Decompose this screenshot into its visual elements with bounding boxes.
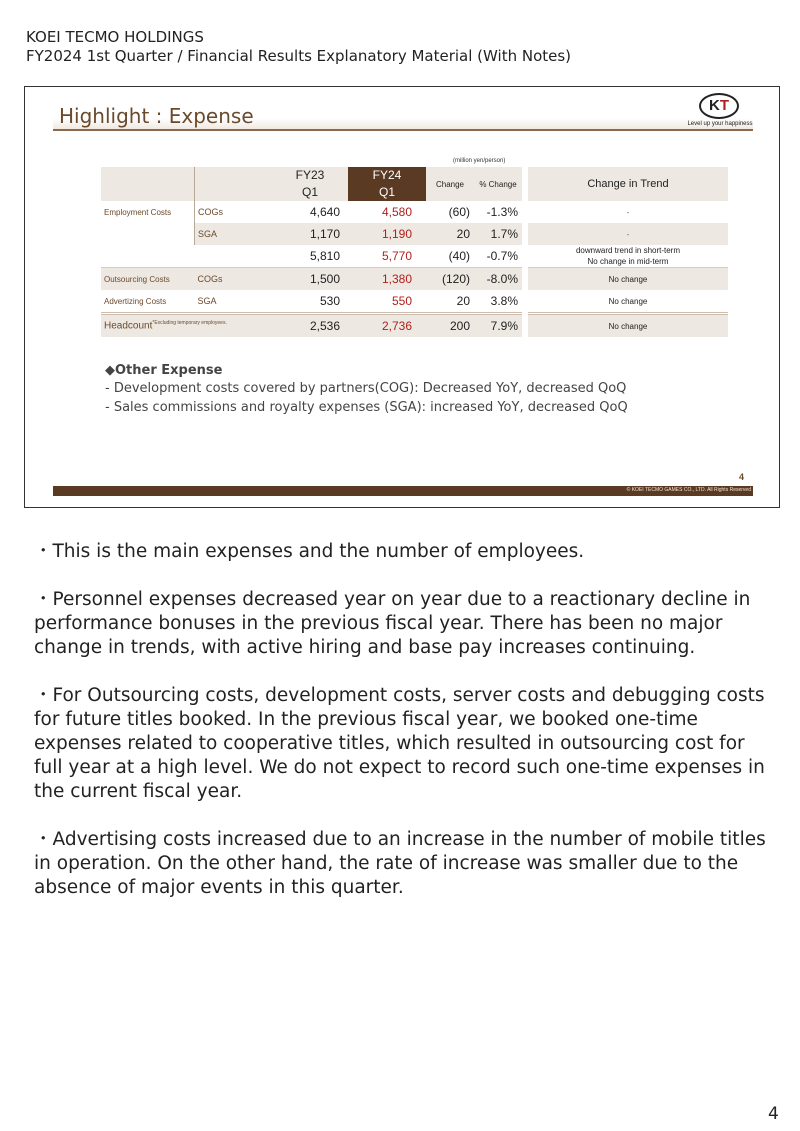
document-header — [26, 28, 571, 66]
row-fy24-value: 1,190 — [348, 223, 426, 245]
header-fy23-line1: FY23 — [295, 168, 325, 182]
table-row — [101, 290, 728, 314]
row-subcategory: SGA — [197, 296, 217, 306]
row-trend: - — [525, 201, 728, 223]
copyright-text: © KOEI TECMO GAMES CO., LTD. All Rights Reserved — [626, 487, 751, 493]
row-subcategory — [195, 245, 273, 268]
logo-mark — [699, 93, 739, 119]
row-change: 20 — [426, 223, 474, 245]
row-category — [101, 223, 195, 245]
expense-table — [101, 167, 728, 337]
row-trend: - — [525, 223, 728, 245]
other-expense-line: - Development costs covered by partners(COG): Decreased YoY, decreased QoQ — [105, 381, 627, 396]
table-row — [101, 223, 728, 245]
note-paragraph: ・For Outsourcing costs, development costs, server costs and debugging costs for future titles booked. In the previous fiscal year, we booked one-time expenses related to cooperative titles, which resulted in outsourcing cost for full year at a high level. We do not expect to record such one-time expenses in the current fiscal year. — [34, 685, 765, 802]
row-fy24-value: 5,770 — [381, 249, 412, 263]
row-fy23-value: 5,810 — [309, 249, 340, 263]
note-paragraph: ・Advertising costs increased due to an increase in the number of mobile titles in operation. On the other hand, the rate of increase was smaller due to the absence of major events in this quarter. — [34, 829, 766, 898]
header-blank-cell — [101, 167, 195, 201]
footer-bar — [53, 486, 753, 496]
row-pct-change: 1.7% — [474, 223, 525, 245]
table-row — [101, 268, 728, 291]
row-pct-change: 3.8% — [490, 294, 518, 308]
header-trend: Change in Trend — [525, 167, 728, 201]
headcount-change: 200 — [426, 314, 474, 338]
headcount-label: Headcount — [104, 320, 153, 332]
row-pct-change: -0.7% — [486, 249, 518, 263]
headcount-pct-change: 7.9% — [474, 314, 525, 338]
title-rule — [53, 129, 753, 131]
headcount-trend: No change — [525, 314, 728, 338]
row-trend-line2: No change in mid-term — [587, 257, 669, 266]
other-expense-title: ◆Other Expense — [105, 363, 223, 378]
logo-letter-t: T — [719, 97, 729, 114]
speaker-notes — [34, 540, 774, 924]
company-logo — [683, 93, 757, 131]
row-change: (60) — [448, 205, 470, 219]
header-fy23-line2: Q1 — [301, 185, 318, 199]
header-pct-change: % Change — [474, 167, 525, 201]
row-subcategory: COGs — [195, 201, 273, 223]
page-number: 4 — [768, 1104, 779, 1124]
other-expense-section — [105, 363, 628, 417]
table-row — [101, 201, 728, 223]
row-fy23-value: 4,640 — [309, 205, 340, 219]
header-fy24 — [348, 167, 426, 201]
headcount-fy24: 2,736 — [348, 314, 426, 338]
row-pct-change: -8.0% — [474, 268, 525, 291]
headcount-fy23: 2,536 — [272, 314, 348, 338]
company-name: KOEI TECMO HOLDINGS — [26, 28, 204, 46]
row-trend: No change — [525, 290, 728, 314]
note-paragraph: ・This is the main expenses and the number of employees. — [34, 541, 585, 562]
logo-tagline: Level up your happiness — [687, 121, 753, 127]
row-change: (40) — [448, 249, 470, 263]
row-subcategory: SGA — [195, 223, 273, 245]
row-fy24-value: 1,380 — [348, 268, 426, 291]
row-fy23-value: 1,500 — [272, 268, 348, 291]
note-paragraph: ・Personnel expenses decreased year on year due to a reactionary decline in performance bonuses in the previous fiscal year. There has been no major change in trends, with active hiring and base pay increases continuing. — [34, 589, 751, 658]
row-category: Employment Costs — [104, 207, 172, 217]
row-fy24-value: 4,580 — [381, 205, 412, 219]
header-blank-cell — [195, 167, 273, 201]
row-trend — [525, 245, 728, 268]
header-change: Change — [426, 167, 474, 201]
row-trend-line1: downward trend in short-term — [575, 246, 681, 255]
unit-note: (million yen/person) — [453, 158, 506, 164]
row-fy23-value: 1,170 — [272, 223, 348, 245]
row-category: Advertizing Costs — [104, 296, 167, 306]
row-fy23-value: 530 — [319, 294, 340, 308]
header-fy24-line1: FY24 — [372, 168, 402, 182]
row-subcategory: COGs — [195, 268, 273, 291]
other-expense-line: - Sales commissions and royalty expenses (SGA): increased YoY, decreased QoQ — [105, 400, 628, 415]
header-fy24-line2: Q1 — [378, 185, 395, 199]
table-row-subtotal — [101, 245, 728, 268]
slide-page-number: 4 — [739, 472, 745, 482]
headcount-footnote: *Excluding temporary employees. — [152, 320, 227, 327]
table-header-row — [101, 167, 728, 201]
headcount-label-cell — [101, 314, 272, 338]
row-trend: No change — [525, 268, 728, 291]
row-change: 20 — [456, 294, 470, 308]
row-change: (120) — [426, 268, 474, 291]
header-fy23 — [272, 167, 348, 201]
slide-title: Highlight : Expense — [59, 104, 254, 128]
table-row-headcount — [101, 314, 728, 338]
row-category: Outsourcing Costs — [101, 268, 195, 291]
slide-frame — [24, 86, 780, 508]
row-pct-change: -1.3% — [486, 205, 518, 219]
document-subtitle: FY2024 1st Quarter / Financial Results Explanatory Material (With Notes) — [26, 47, 572, 65]
row-category — [101, 245, 195, 268]
logo-letter-k: K — [708, 97, 720, 114]
row-fy24-value: 550 — [391, 294, 412, 308]
